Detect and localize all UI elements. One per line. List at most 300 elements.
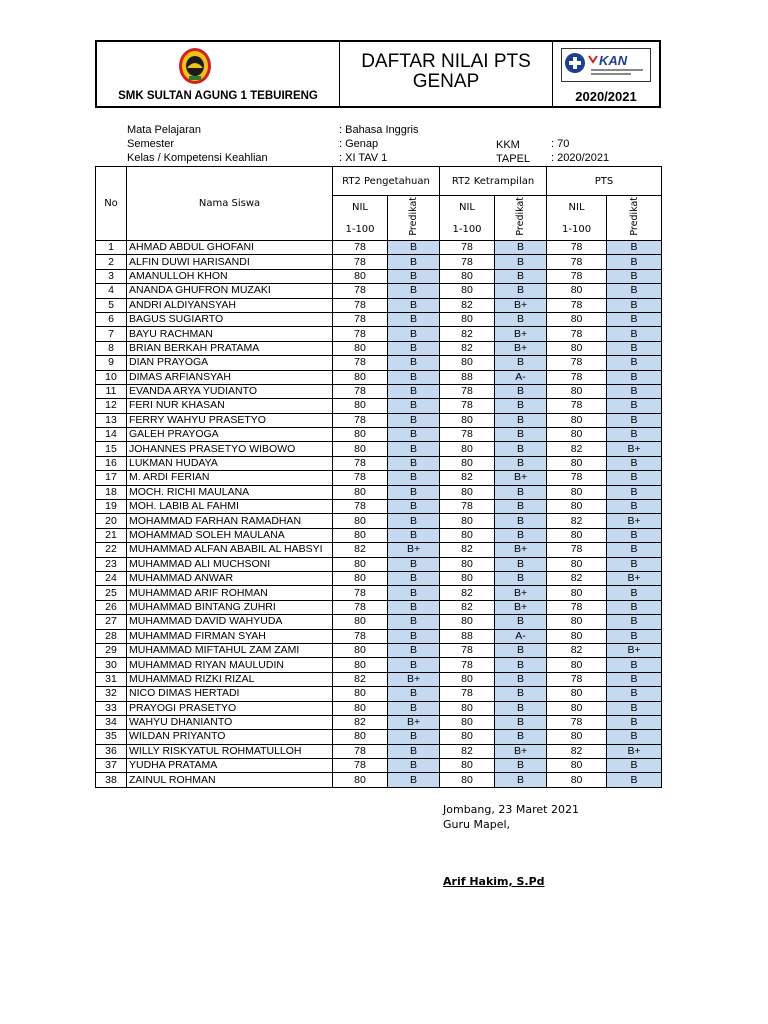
pts-score: 78 — [547, 255, 607, 269]
school-name: SMK SULTAN AGUNG 1 TEBUIRENG — [118, 90, 318, 102]
pts-predikat: B — [607, 485, 662, 499]
pengetahuan-score: 80 — [333, 615, 388, 629]
pengetahuan-score: 78 — [333, 241, 388, 255]
table-row — [96, 600, 662, 614]
student-name: MUHAMMAD MIFTAHUL ZAM ZAMI — [127, 643, 333, 657]
ketrampilan-predikat: B — [495, 485, 547, 499]
pts-predikat: B+ — [607, 442, 662, 456]
table-row — [96, 514, 662, 528]
range-header: 1-100 — [333, 218, 388, 241]
pts-score: 78 — [547, 298, 607, 312]
ketrampilan-score: 80 — [440, 284, 495, 298]
pengetahuan-score: 78 — [333, 356, 388, 370]
student-name: ALFIN DUWI HARISANDI — [127, 255, 333, 269]
pengetahuan-score: 80 — [333, 643, 388, 657]
student-name: MUHAMMAD ALI MUCHSONI — [127, 557, 333, 571]
ketrampilan-score: 78 — [440, 241, 495, 255]
class-label: Kelas / Kompetensi Keahlian — [127, 152, 268, 164]
row-number: 37 — [96, 759, 127, 773]
ketrampilan-predikat: B — [495, 643, 547, 657]
ketrampilan-score: 78 — [440, 643, 495, 657]
year-cell — [553, 42, 659, 106]
pengetahuan-score: 78 — [333, 255, 388, 269]
table-row — [96, 428, 662, 442]
pts-score: 80 — [547, 557, 607, 571]
row-number: 8 — [96, 341, 127, 355]
pengetahuan-predikat: B — [388, 629, 440, 643]
title-line-1: DAFTAR NILAI PTS — [361, 51, 531, 72]
subject-value: : Bahasa Inggris — [339, 124, 419, 136]
table-row — [96, 269, 662, 283]
pts-predikat: B+ — [607, 643, 662, 657]
pts-score: 80 — [547, 312, 607, 326]
table-row — [96, 384, 662, 398]
row-number: 28 — [96, 629, 127, 643]
row-number: 20 — [96, 514, 127, 528]
student-name: YUDHA PRATAMA — [127, 759, 333, 773]
row-number: 35 — [96, 730, 127, 744]
table-row — [96, 528, 662, 542]
ketrampilan-predikat: B — [495, 284, 547, 298]
column-name-header: Nama Siswa — [127, 167, 333, 241]
pts-predikat: B — [607, 701, 662, 715]
grades-table — [95, 166, 662, 788]
pengetahuan-score: 78 — [333, 284, 388, 298]
pts-predikat: B+ — [607, 744, 662, 758]
pts-predikat: B — [607, 672, 662, 686]
table-row — [96, 744, 662, 758]
row-number: 16 — [96, 456, 127, 470]
pts-predikat: B — [607, 255, 662, 269]
title-line-2: GENAP — [412, 71, 480, 92]
pengetahuan-score: 80 — [333, 557, 388, 571]
pengetahuan-predikat: B+ — [388, 715, 440, 729]
ketrampilan-score: 82 — [440, 744, 495, 758]
pengetahuan-score: 82 — [333, 543, 388, 557]
ketrampilan-predikat: B+ — [495, 744, 547, 758]
student-name: EVANDA ARYA YUDIANTO — [127, 384, 333, 398]
ketrampilan-predikat: B — [495, 730, 547, 744]
ketrampilan-predikat: B — [495, 528, 547, 542]
ketrampilan-predikat: B — [495, 615, 547, 629]
predikat-header — [607, 196, 662, 241]
ketrampilan-predikat: B — [495, 658, 547, 672]
pts-predikat: B — [607, 557, 662, 571]
student-name: FERRY WAHYU PRASETYO — [127, 413, 333, 427]
ketrampilan-predikat: B — [495, 701, 547, 715]
table-row — [96, 241, 662, 255]
ketrampilan-score: 80 — [440, 773, 495, 787]
student-name: DIMAS ARFIANSYAH — [127, 370, 333, 384]
academic-year: 2020/2021 — [575, 89, 637, 104]
pengetahuan-score: 78 — [333, 456, 388, 470]
ketrampilan-predikat: B — [495, 759, 547, 773]
title-cell — [340, 42, 553, 106]
rt2-pengetahuan-header: RT2 Pengetahuan — [333, 167, 440, 196]
pts-predikat: B — [607, 298, 662, 312]
pengetahuan-predikat: B — [388, 557, 440, 571]
row-number: 23 — [96, 557, 127, 571]
pts-predikat: B — [607, 356, 662, 370]
student-name: PRAYOGI PRASETYO — [127, 701, 333, 715]
nil-header: NIL — [333, 196, 388, 219]
student-name: MUHAMMAD FIRMAN SYAH — [127, 629, 333, 643]
pengetahuan-predikat: B — [388, 615, 440, 629]
pts-predikat: B — [607, 528, 662, 542]
pts-score: 78 — [547, 399, 607, 413]
ketrampilan-predikat: B — [495, 571, 547, 585]
row-number: 34 — [96, 715, 127, 729]
pts-score: 78 — [547, 356, 607, 370]
pts-score: 80 — [547, 485, 607, 499]
pts-predikat: B — [607, 413, 662, 427]
row-number: 14 — [96, 428, 127, 442]
pts-score: 80 — [547, 687, 607, 701]
row-number: 29 — [96, 643, 127, 657]
ketrampilan-score: 80 — [440, 672, 495, 686]
pts-header: PTS — [547, 167, 662, 196]
pengetahuan-predikat: B — [388, 269, 440, 283]
pts-score: 78 — [547, 241, 607, 255]
pengetahuan-predikat: B — [388, 255, 440, 269]
pengetahuan-predikat: B — [388, 759, 440, 773]
pengetahuan-score: 80 — [333, 701, 388, 715]
tapel-value: : 2020/2021 — [551, 152, 610, 164]
kan-accreditation-logo-icon — [561, 48, 651, 82]
predikat-header — [495, 196, 547, 241]
pengetahuan-predikat: B+ — [388, 543, 440, 557]
pengetahuan-score: 78 — [333, 629, 388, 643]
pts-score: 80 — [547, 413, 607, 427]
pts-predikat: B — [607, 312, 662, 326]
ketrampilan-score: 80 — [440, 730, 495, 744]
pts-score: 78 — [547, 600, 607, 614]
row-number: 25 — [96, 586, 127, 600]
student-name: WILLY RISKYATUL ROHMATULLOH — [127, 744, 333, 758]
pts-score: 80 — [547, 428, 607, 442]
ketrampilan-score: 78 — [440, 384, 495, 398]
row-number: 2 — [96, 255, 127, 269]
row-number: 30 — [96, 658, 127, 672]
pengetahuan-predikat: B — [388, 485, 440, 499]
pengetahuan-predikat: B — [388, 514, 440, 528]
student-name: MUHAMMAD RIZKI RIZAL — [127, 672, 333, 686]
pengetahuan-predikat: B — [388, 528, 440, 542]
pengetahuan-score: 78 — [333, 471, 388, 485]
ketrampilan-predikat: B — [495, 356, 547, 370]
ketrampilan-score: 80 — [440, 571, 495, 585]
ketrampilan-score: 78 — [440, 500, 495, 514]
pengetahuan-score: 80 — [333, 528, 388, 542]
row-number: 7 — [96, 327, 127, 341]
pengetahuan-score: 78 — [333, 384, 388, 398]
ketrampilan-score: 80 — [440, 312, 495, 326]
pengetahuan-score: 78 — [333, 298, 388, 312]
pts-score: 82 — [547, 514, 607, 528]
pengetahuan-score: 80 — [333, 428, 388, 442]
pengetahuan-predikat: B — [388, 341, 440, 355]
table-row — [96, 485, 662, 499]
table-row — [96, 715, 662, 729]
ketrampilan-score: 80 — [440, 413, 495, 427]
student-name: JOHANNES PRASETYO WIBOWO — [127, 442, 333, 456]
table-row — [96, 298, 662, 312]
pengetahuan-score: 80 — [333, 514, 388, 528]
student-name: ZAINUL ROHMAN — [127, 773, 333, 787]
ketrampilan-score: 82 — [440, 586, 495, 600]
table-row — [96, 615, 662, 629]
pts-predikat: B — [607, 241, 662, 255]
pts-predikat: B — [607, 456, 662, 470]
pts-score: 80 — [547, 658, 607, 672]
pts-score: 82 — [547, 442, 607, 456]
ketrampilan-predikat: B — [495, 672, 547, 686]
student-name: MUHAMMAD ANWAR — [127, 571, 333, 585]
ketrampilan-score: 80 — [440, 759, 495, 773]
pts-score: 80 — [547, 773, 607, 787]
ketrampilan-predikat: B — [495, 428, 547, 442]
pengetahuan-predikat: B — [388, 701, 440, 715]
pts-predikat: B — [607, 500, 662, 514]
pengetahuan-predikat: B — [388, 241, 440, 255]
ketrampilan-predikat: B — [495, 687, 547, 701]
ketrampilan-predikat: B — [495, 413, 547, 427]
ketrampilan-predikat: B+ — [495, 600, 547, 614]
ketrampilan-predikat: B — [495, 557, 547, 571]
pts-predikat: B — [607, 370, 662, 384]
kan-logo-text: KAN — [599, 53, 628, 68]
range-header: 1-100 — [440, 218, 495, 241]
document-title — [340, 52, 552, 92]
table-row — [96, 557, 662, 571]
ketrampilan-score: 82 — [440, 341, 495, 355]
pengetahuan-predikat: B — [388, 571, 440, 585]
pts-predikat: B — [607, 399, 662, 413]
student-name: MUHAMMAD RIYAN MAULUDIN — [127, 658, 333, 672]
pts-score: 80 — [547, 500, 607, 514]
student-name: MUHAMMAD ALFAN ABABIL AL HABSYI — [127, 543, 333, 557]
ketrampilan-score: 80 — [440, 615, 495, 629]
row-number: 19 — [96, 500, 127, 514]
table-row — [96, 399, 662, 413]
row-number: 36 — [96, 744, 127, 758]
table-row — [96, 571, 662, 585]
row-number: 9 — [96, 356, 127, 370]
ketrampilan-predikat: B — [495, 500, 547, 514]
predikat-header-text: Predikat — [408, 196, 419, 236]
ketrampilan-predikat: A- — [495, 370, 547, 384]
pengetahuan-score: 78 — [333, 500, 388, 514]
table-row — [96, 413, 662, 427]
pengetahuan-score: 78 — [333, 586, 388, 600]
tapel-label: TAPEL — [496, 153, 531, 165]
pts-score: 78 — [547, 672, 607, 686]
pts-predikat: B — [607, 269, 662, 283]
table-row — [96, 255, 662, 269]
column-no-header: No — [96, 167, 127, 241]
pts-predikat: B — [607, 629, 662, 643]
pengetahuan-predikat: B — [388, 586, 440, 600]
pengetahuan-predikat: B — [388, 384, 440, 398]
ketrampilan-predikat: A- — [495, 629, 547, 643]
ketrampilan-score: 88 — [440, 370, 495, 384]
student-name: BRIAN BERKAH PRATAMA — [127, 341, 333, 355]
pengetahuan-predikat: B — [388, 399, 440, 413]
table-row — [96, 356, 662, 370]
pengetahuan-score: 80 — [333, 442, 388, 456]
pengetahuan-score: 80 — [333, 370, 388, 384]
pengetahuan-predikat: B — [388, 658, 440, 672]
pengetahuan-score: 80 — [333, 687, 388, 701]
row-number: 31 — [96, 672, 127, 686]
range-header: 1-100 — [547, 218, 607, 241]
pts-score: 80 — [547, 730, 607, 744]
pts-predikat: B+ — [607, 571, 662, 585]
student-name: MUHAMMAD DAVID WAHYUDA — [127, 615, 333, 629]
pengetahuan-predikat: B — [388, 730, 440, 744]
student-name: DIAN PRAYOGA — [127, 356, 333, 370]
ketrampilan-predikat: B — [495, 312, 547, 326]
pts-predikat: B — [607, 471, 662, 485]
row-number: 24 — [96, 571, 127, 585]
pts-score: 80 — [547, 284, 607, 298]
pts-predikat: B — [607, 687, 662, 701]
pengetahuan-predikat: B — [388, 456, 440, 470]
table-row — [96, 629, 662, 643]
table-row — [96, 284, 662, 298]
pts-score: 78 — [547, 543, 607, 557]
pengetahuan-predikat: B — [388, 413, 440, 427]
row-number: 15 — [96, 442, 127, 456]
pengetahuan-score: 80 — [333, 773, 388, 787]
ketrampilan-score: 78 — [440, 255, 495, 269]
student-name: ANDRI ALDIYANSYAH — [127, 298, 333, 312]
grades-body — [96, 241, 662, 788]
pts-score: 80 — [547, 615, 607, 629]
table-row — [96, 312, 662, 326]
pts-predikat: B+ — [607, 514, 662, 528]
predikat-header-text: Predikat — [628, 196, 640, 236]
student-name: AHMAD ABDUL GHOFANI — [127, 241, 333, 255]
pts-score: 80 — [547, 456, 607, 470]
table-row — [96, 658, 662, 672]
pts-predikat: B — [607, 428, 662, 442]
pts-score: 82 — [547, 571, 607, 585]
pengetahuan-predikat: B — [388, 327, 440, 341]
pengetahuan-predikat: B — [388, 687, 440, 701]
table-row — [96, 543, 662, 557]
pts-predikat: B — [607, 715, 662, 729]
table-row — [96, 730, 662, 744]
semester-label: Semester — [127, 138, 175, 150]
pts-score: 80 — [547, 528, 607, 542]
student-name: FERI NUR KHASAN — [127, 399, 333, 413]
pengetahuan-score: 78 — [333, 759, 388, 773]
ketrampilan-score: 82 — [440, 543, 495, 557]
pengetahuan-predikat: B — [388, 744, 440, 758]
student-name: MOHAMMAD FARHAN RAMADHAN — [127, 514, 333, 528]
pts-score: 80 — [547, 586, 607, 600]
pengetahuan-score: 80 — [333, 571, 388, 585]
student-name: MUHAMMAD ARIF ROHMAN — [127, 586, 333, 600]
student-name: MOCH. RICHI MAULANA — [127, 485, 333, 499]
pengetahuan-predikat: B — [388, 356, 440, 370]
row-number: 33 — [96, 701, 127, 715]
row-number: 32 — [96, 687, 127, 701]
pts-predikat: B — [607, 773, 662, 787]
pts-predikat: B — [607, 586, 662, 600]
row-number: 4 — [96, 284, 127, 298]
school-cell — [97, 42, 340, 106]
row-number: 21 — [96, 528, 127, 542]
row-number: 27 — [96, 615, 127, 629]
table-row — [96, 442, 662, 456]
pengetahuan-predikat: B — [388, 643, 440, 657]
ketrampilan-predikat: B+ — [495, 543, 547, 557]
pts-predikat: B — [607, 284, 662, 298]
ketrampilan-score: 82 — [440, 471, 495, 485]
pts-score: 78 — [547, 715, 607, 729]
kkm-value: : 70 — [551, 138, 570, 150]
ketrampilan-score: 80 — [440, 528, 495, 542]
subject-label: Mata Pelajaran — [127, 124, 201, 136]
ketrampilan-score: 82 — [440, 327, 495, 341]
pts-score: 80 — [547, 701, 607, 715]
document-header — [95, 40, 661, 108]
pengetahuan-predikat: B — [388, 312, 440, 326]
ketrampilan-predikat: B — [495, 269, 547, 283]
student-name: BAYU RACHMAN — [127, 327, 333, 341]
pengetahuan-predikat: B+ — [388, 672, 440, 686]
ketrampilan-score: 80 — [440, 557, 495, 571]
pengetahuan-predikat: B — [388, 471, 440, 485]
ketrampilan-score: 80 — [440, 514, 495, 528]
pengetahuan-predikat: B — [388, 442, 440, 456]
ketrampilan-predikat: B — [495, 514, 547, 528]
table-row — [96, 643, 662, 657]
student-name: WILDAN PRIYANTO — [127, 730, 333, 744]
ketrampilan-score: 80 — [440, 356, 495, 370]
ketrampilan-score: 78 — [440, 687, 495, 701]
pengetahuan-predikat: B — [388, 370, 440, 384]
semester-value: : Genap — [339, 138, 379, 150]
table-row — [96, 341, 662, 355]
ketrampilan-score: 82 — [440, 600, 495, 614]
ketrampilan-score: 80 — [440, 269, 495, 283]
row-number: 6 — [96, 312, 127, 326]
rt2-ketrampilan-header: RT2 Ketrampilan — [440, 167, 547, 196]
student-name: ANANDA GHUFRON MUZAKI — [127, 284, 333, 298]
table-row — [96, 370, 662, 384]
pengetahuan-score: 80 — [333, 658, 388, 672]
student-name: BAGUS SUGIARTO — [127, 312, 333, 326]
pts-score: 82 — [547, 643, 607, 657]
student-name: MOH. LABIB AL FAHMI — [127, 500, 333, 514]
signature-role: Guru Mapel, — [443, 818, 511, 831]
row-number: 13 — [96, 413, 127, 427]
ketrampilan-score: 80 — [440, 485, 495, 499]
pengetahuan-score: 80 — [333, 730, 388, 744]
predikat-header-text: Predikat — [515, 196, 527, 236]
row-number: 18 — [96, 485, 127, 499]
ketrampilan-predikat: B+ — [495, 471, 547, 485]
pts-score: 80 — [547, 629, 607, 643]
ketrampilan-predikat: B — [495, 255, 547, 269]
row-number: 26 — [96, 600, 127, 614]
table-row — [96, 701, 662, 715]
nil-header: NIL — [440, 196, 495, 219]
ketrampilan-predikat: B — [495, 773, 547, 787]
